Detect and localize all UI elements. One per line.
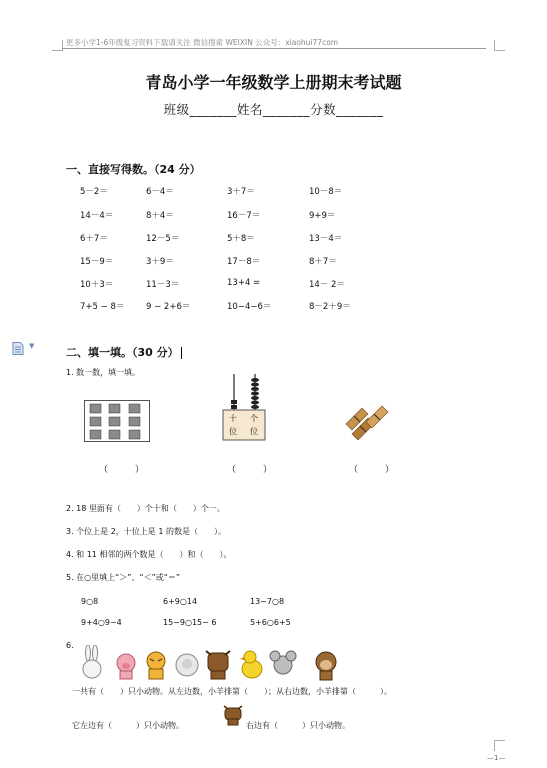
arithmetic-item: 15－9＝ <box>80 257 114 267</box>
question-2: 2. 18 里面有（ ）个十和（ ）个一。 <box>66 504 225 513</box>
page-number: —1— <box>487 754 506 762</box>
question-6-line-2a: 它左边有（ ）只小动物。 <box>72 721 184 730</box>
arithmetic-item: 14－4＝ <box>80 211 114 221</box>
arithmetic-item: 8－2＋9＝ <box>309 302 351 312</box>
pig-icon <box>117 654 135 679</box>
abacus-label-tens: 十 <box>229 414 237 423</box>
compare-item: 9+4○9−4 <box>81 618 122 627</box>
section-2-title <box>66 344 182 360</box>
crop-mark-top-left <box>52 40 63 51</box>
compare-item: 9○8 <box>81 597 99 606</box>
abacus-label-ones: 个 <box>250 414 258 423</box>
arithmetic-item: 10＋3＝ <box>80 280 114 290</box>
question-6-line-2b: 右边有（ ）只小动物。 <box>246 721 350 730</box>
question-6-line-1: 一共有（ ）只小动物。从左边数，小羊排第（ ）；从右边数，小羊排第（ ）。 <box>72 687 392 696</box>
stick-bundles-figure <box>344 404 392 444</box>
rabbit-icon <box>83 645 101 678</box>
answer-blank-sticks[interactable]: （ ） <box>349 465 395 475</box>
question-3: 3. 个位上是 2，十位上是 1 的数是（ ）。 <box>66 527 226 536</box>
question-5: 5. 在○里填上“＞”、“＜”或“＝” <box>66 573 181 582</box>
abacus-label-place-1: 位 <box>229 427 237 436</box>
tiger-icon <box>147 652 165 679</box>
cow-icon-inline <box>222 704 244 730</box>
mouse-icon <box>270 651 296 674</box>
question-4: 4. 和 11 相邻的两个数是（ ）和（ ）。 <box>66 550 232 559</box>
document-icon[interactable] <box>12 340 24 353</box>
compare-item: 13−7○8 <box>250 597 285 606</box>
counting-boxes-figure <box>84 400 150 446</box>
page-title: 青岛小学一年级数学上册期末考试题 <box>145 73 402 92</box>
arithmetic-item: 5－2＝ <box>80 187 108 197</box>
arithmetic-item: 13+4 = <box>227 278 261 288</box>
arithmetic-item: 8＋4＝ <box>146 211 174 221</box>
answer-blank-boxes[interactable]: （ ） <box>99 465 145 475</box>
question-1: 1. 数一数，填一填。 <box>66 368 141 377</box>
compare-item: 6+9○14 <box>163 597 198 606</box>
arithmetic-item: 3＋7＝ <box>227 187 255 197</box>
arithmetic-item: 16－7＝ <box>227 211 261 221</box>
arithmetic-item: 3＋9＝ <box>146 257 174 267</box>
section-2-title-text: 二、填一填。（30 分） <box>66 346 179 359</box>
arithmetic-item: 5＋8＝ <box>227 234 255 244</box>
arithmetic-item: 10−4−6＝ <box>227 302 272 312</box>
arithmetic-item: 10－8＝ <box>309 187 343 197</box>
arithmetic-item: 9 − 2+6＝ <box>146 302 191 312</box>
chevron-down-icon[interactable]: ▼ <box>29 342 35 350</box>
header-divider <box>62 48 486 49</box>
header-note: 更多小学1-6年级复习资料下载请关注 微信搜索 WEIXIN 公众号：xiaohui77com <box>66 38 339 47</box>
compare-item: 15−9○15− 6 <box>163 618 217 627</box>
abacus-figure <box>222 372 266 442</box>
crop-mark-bottom-right <box>494 740 505 751</box>
arithmetic-item: 13－4＝ <box>309 234 343 244</box>
arithmetic-item: 9+9＝ <box>309 211 336 221</box>
compare-item: 5+6○6+5 <box>250 618 291 627</box>
section-1-title: 一、直接写得数。（24 分） <box>66 163 201 176</box>
student-info-line: 班级_______姓名_______分数_______ <box>163 102 384 117</box>
arithmetic-item: 7+5 − 8＝ <box>80 302 125 312</box>
arithmetic-item: 6＋7＝ <box>80 234 108 244</box>
text-cursor <box>181 347 182 359</box>
arithmetic-item: 17－8＝ <box>227 257 261 267</box>
cow-icon <box>206 651 230 679</box>
abacus-label-place-2: 位 <box>250 427 258 436</box>
monkey-icon <box>316 652 336 680</box>
arithmetic-item: 8＋7＝ <box>309 257 337 267</box>
answer-blank-abacus[interactable]: （ ） <box>227 465 273 475</box>
question-6: 6. <box>66 641 74 650</box>
arithmetic-item: 11－3＝ <box>146 280 180 290</box>
crop-mark-top-right <box>494 40 505 51</box>
arithmetic-item: 6－4＝ <box>146 187 174 197</box>
arithmetic-item: 14－ 2＝ <box>309 280 345 290</box>
animals-row-figure <box>80 645 355 685</box>
arithmetic-item: 12－5＝ <box>146 234 180 244</box>
sheep-icon <box>176 654 198 676</box>
chick-icon <box>240 651 262 678</box>
